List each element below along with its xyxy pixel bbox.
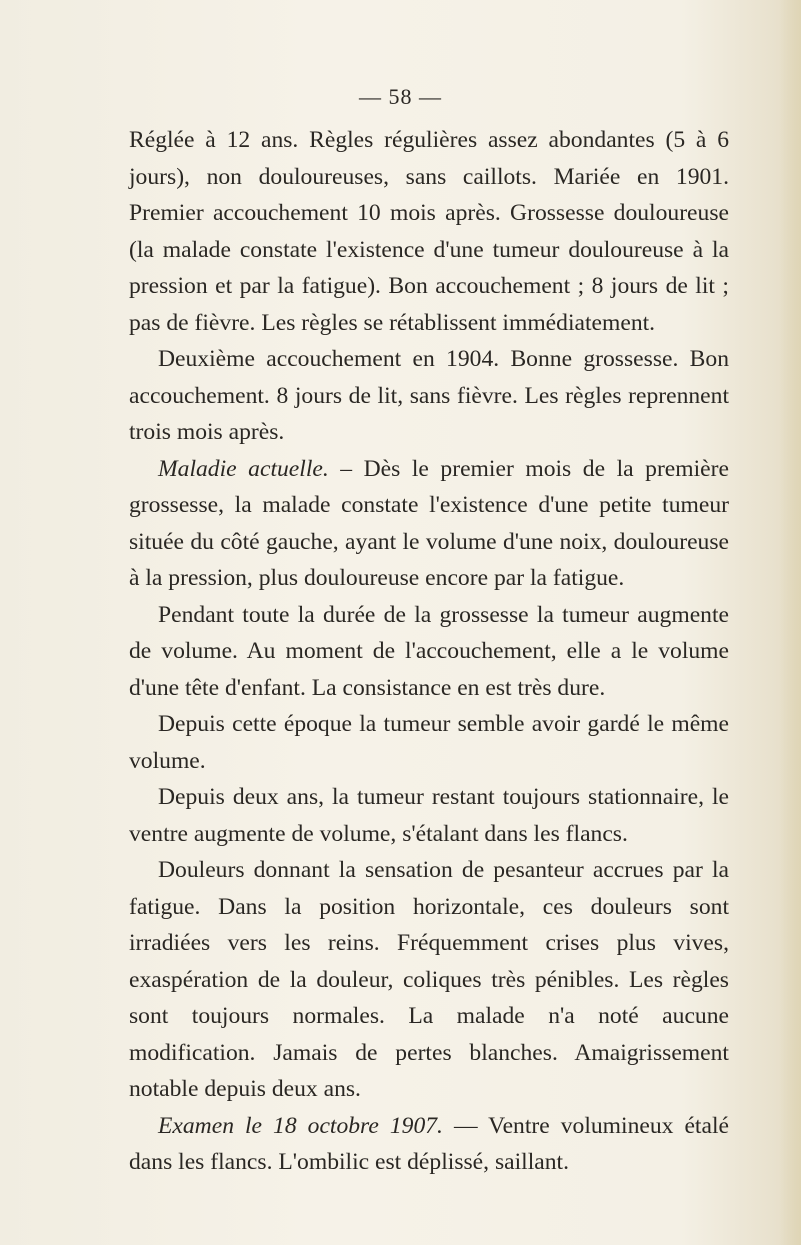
paragraph-4	[129, 597, 729, 707]
paragraph-7	[129, 852, 729, 1108]
paragraph-text: Réglée à 12 ans. Règles régulières assez abondantes (5 à 6 jours), non douloureuses, sans caillots. Mariée en 1901. Premier accouchement 10 mois après. Grossesse douloureuse (la malade constate l'existence d'une tumeur douloureuse à la pression et par la fatigue). Bon accouchement ; 8 jours de lit ; pas de fièvre. Les règles se rétablissent immédiatement.	[129, 127, 729, 336]
page-edge-shadow	[779, 0, 801, 1245]
paragraph-5	[129, 706, 729, 779]
paragraph-text: Douleurs donnant la sensation de pesanteur accrues par la fatigue. Dans la position horizontale, ces douleurs sont irradiées vers les reins. Fréquemment crises plus vives, exaspération de la douleur, coliques très pénibles. Les règles sont toujours normales. La malade n'a noté aucune modification. Jamais de pertes blanches. Amaigrissement notable depuis deux ans.	[129, 857, 729, 1102]
paragraph-3	[129, 451, 729, 597]
paragraph-8	[129, 1108, 729, 1181]
paragraph-text: – Dès le premier mois de la première grossesse, la malade constate l'existence d'une petite tumeur située du côté gauche, ayant le volume d'une noix, douloureuse à la pression, plus douloureuse encore par la fatigue.	[129, 455, 729, 591]
body-text	[129, 122, 729, 1181]
paragraph-2	[129, 341, 729, 451]
section-heading-italic: Examen le 18 octobre 1907.	[158, 1112, 443, 1139]
paragraph-6	[129, 779, 729, 852]
page-number: — 58 —	[359, 84, 442, 109]
paragraph-text: Depuis deux ans, la tumeur restant toujours stationnaire, le ventre augmente de volume, s'étalant dans les flancs.	[129, 784, 729, 847]
paragraph-text: — Ventre volumineux étalé dans les flancs. L'ombilic est déplissé, saillant.	[129, 1112, 729, 1175]
paragraph-text: Deuxième accouchement en 1904. Bonne grossesse. Bon accouchement. 8 jours de lit, sans fièvre. Les règles reprennent trois mois après.	[129, 346, 729, 445]
paragraph-text: Pendant toute la durée de la grossesse la tumeur augmente de volume. Au moment de l'accouchement, elle a le volume d'une tête d'enfant. La consistance en est très dure.	[129, 601, 729, 701]
paragraph-1	[129, 122, 729, 341]
paragraph-text: Depuis cette époque la tumeur semble avoir gardé le même volume.	[129, 711, 729, 774]
section-heading-italic: Maladie actuelle.	[158, 455, 329, 482]
